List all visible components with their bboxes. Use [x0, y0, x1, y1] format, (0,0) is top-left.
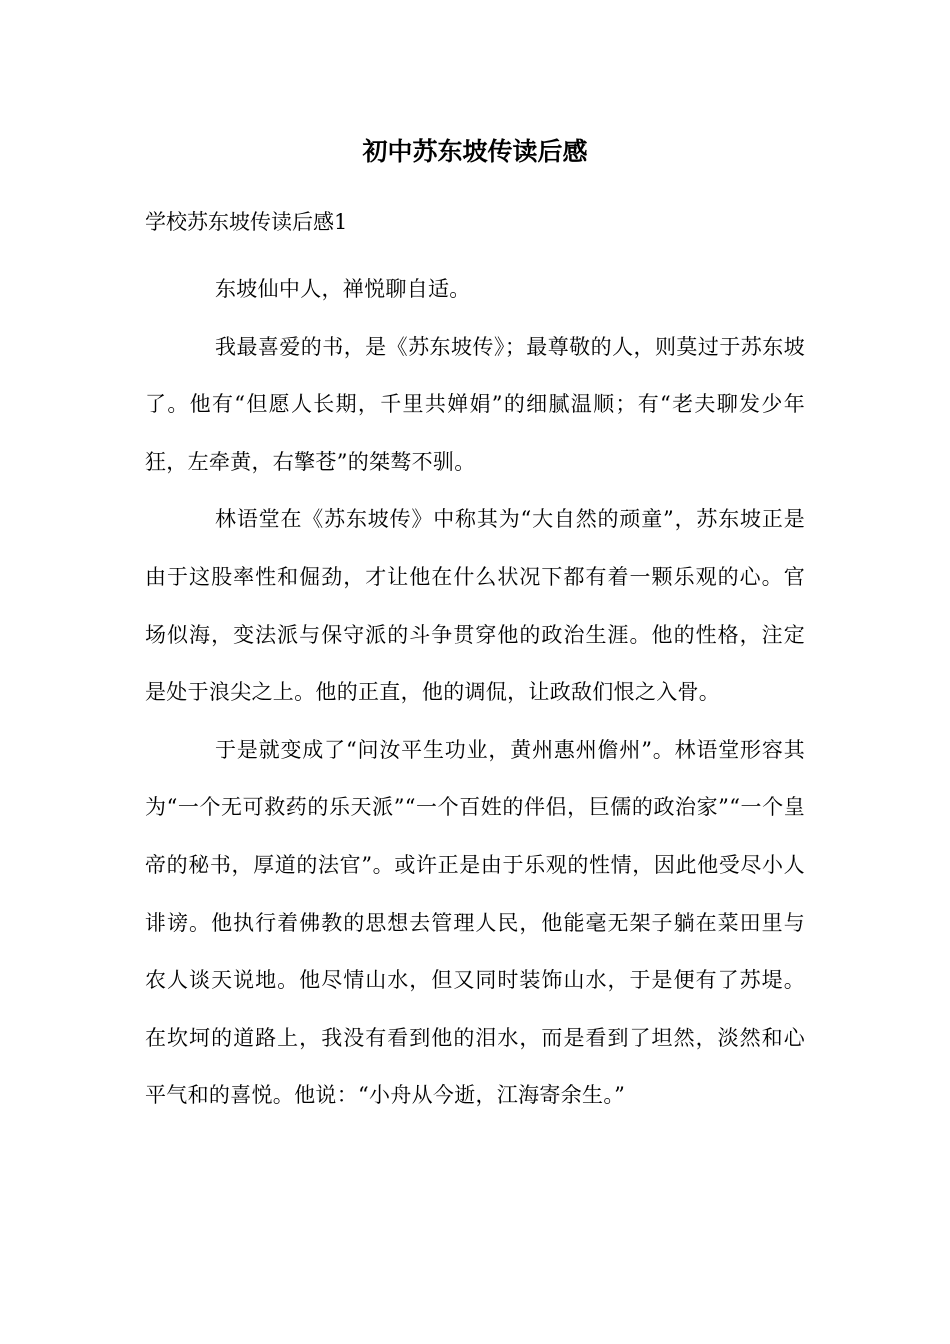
document-title: 初中苏东坡传读后感 [362, 137, 588, 166]
paragraph: 于是就变成了“问汝平生功业，黄州惠州儋州”。林语堂形容其为“一个无可救药的乐天派”“一个百姓的伴侣，巨儒的政治家”“一个皇帝的秘书，厚道的法官”。或许正是由于乐观的性情，因此他受尽小人诽谤。他执行着佛教的思想去管理人民，他能毫无架子躺在菜田里与农人谈天说地。他尽情山水，但又同时装饰山水，于是便有了苏堤。在坎坷的道路上，我没有看到他的泪水，而是看到了坦然，淡然和心平气和的喜悦。他说：“小舟从今逝，江海寄余生。” [145, 737, 805, 1108]
paragraph: 我最喜爱的书，是《苏东坡传》；最尊敬的人，则莫过于苏东坡了。他有“但愿人长期，千里共婵娟”的细腻温顺；有“老夫聊发少年狂，左牵黄，右擎苍”的桀骜不驯。 [145, 334, 805, 474]
paragraph: 东坡仙中人，禅悦聊自适。 [215, 277, 471, 301]
paragraph: 林语堂在《苏东坡传》中称其为“大自然的顽童”，苏东坡正是由于这股率性和倔劲，才让他在什么状况下都有着一颗乐观的心。官场似海，变法派与保守派的斗争贯穿他的政治生涯。他的性格，注定是处于浪尖之上。他的正直，他的调侃，让政敌们恨之入骨。 [145, 507, 805, 705]
document-body [145, 261, 805, 1125]
document-subtitle: 学校苏东坡传读后感1 [145, 210, 348, 234]
